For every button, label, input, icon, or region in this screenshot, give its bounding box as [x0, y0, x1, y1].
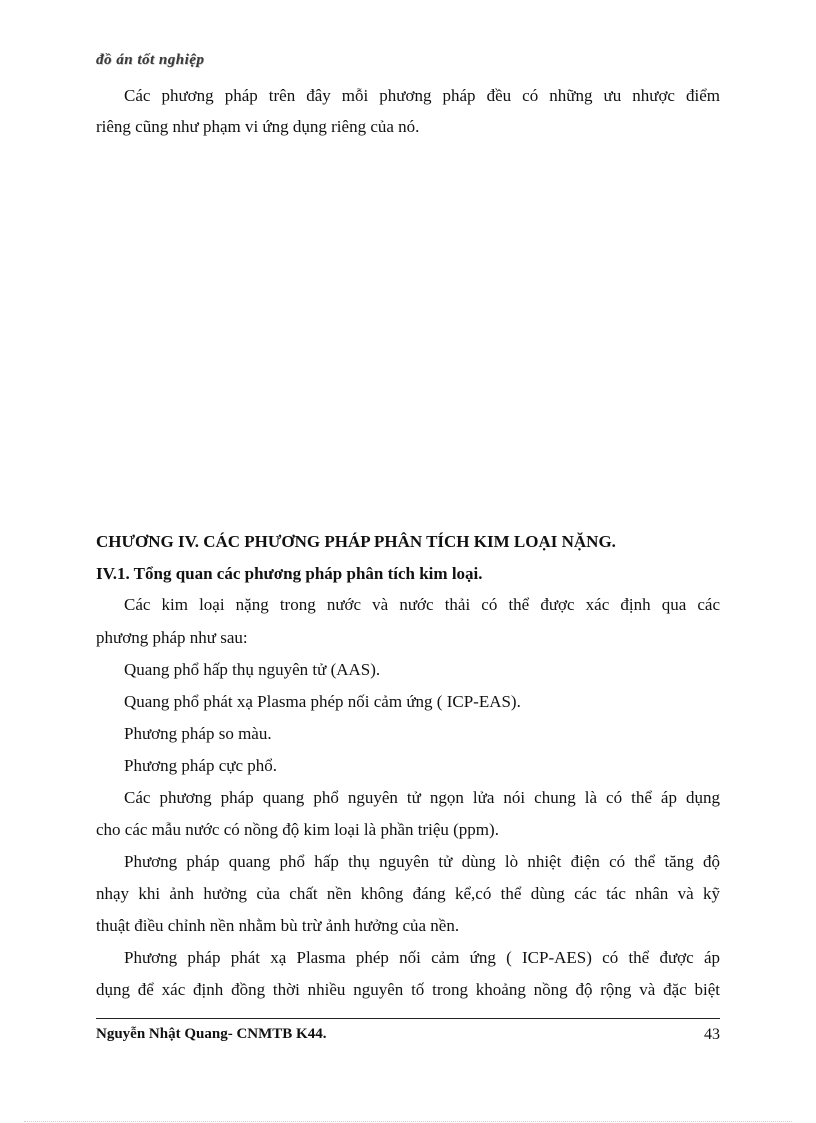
paragraph-1-line-1: Các kim loại nặng trong nước và nước thải có thể được xác định qua các	[124, 595, 720, 614]
footer-divider	[96, 1018, 720, 1019]
paragraph-4-line-1: Phương pháp phát xạ Plasma phép nối cảm ứng ( ICP-AES) có thể được áp	[124, 948, 720, 967]
paragraph-1-line-2: phương pháp như sau:	[96, 628, 248, 647]
page-number: 43	[704, 1026, 720, 1043]
method-item-aas: Quang phổ hấp thụ nguyên tử (AAS).	[124, 660, 381, 679]
paragraph-2-line-2: cho các mẫu nước có nồng độ kim loại là phần triệu (ppm).	[96, 820, 499, 839]
method-item-colorimetry: Phương pháp so màu.	[124, 724, 272, 743]
method-item-polarography: Phương pháp cực phổ.	[124, 756, 278, 775]
paragraph-4-line-2: dụng để xác định đồng thời nhiều nguyên tố trong khoảng nồng độ rộng và đặc biệt	[96, 980, 720, 999]
paragraph-3-line-3: thuật điều chỉnh nền nhằm bù trừ ảnh hưởng của nền.	[96, 916, 460, 935]
method-item-icp: Quang phổ phát xạ Plasma phép nối cảm ứng ( ICP-EAS).	[124, 692, 521, 711]
paragraph-2-line-1: Các phương pháp quang phổ nguyên tử ngọn lửa nói chung là có thể áp dụng	[124, 788, 720, 807]
intro-line-2: riêng cũng như phạm vi ứng dụng riêng của nó.	[96, 117, 420, 136]
section-heading: IV.1. Tổng quan các phương pháp phân tích kim loại.	[96, 564, 483, 583]
intro-line-1: Các phương pháp trên đây mỗi phương pháp đều có những ưu nhược điểm	[124, 86, 720, 105]
running-header: đồ án tốt nghiệp	[96, 52, 205, 68]
paragraph-3-line-1: Phương pháp quang phổ hấp thụ nguyên tử dùng lò nhiệt điện có thể tăng độ	[124, 852, 720, 871]
chapter-heading: CHƯƠNG IV. CÁC PHƯƠNG PHÁP PHÂN TÍCH KIM LOẠI NẶNG.	[96, 532, 616, 551]
paragraph-3-line-2: nhạy khi ảnh hưởng của chất nền không đáng kể,có thể dùng các tác nhân và kỹ	[96, 884, 720, 903]
page-bottom-border	[24, 1121, 792, 1122]
footer-author: Nguyễn Nhật Quang- CNMTB K44.	[96, 1026, 327, 1042]
